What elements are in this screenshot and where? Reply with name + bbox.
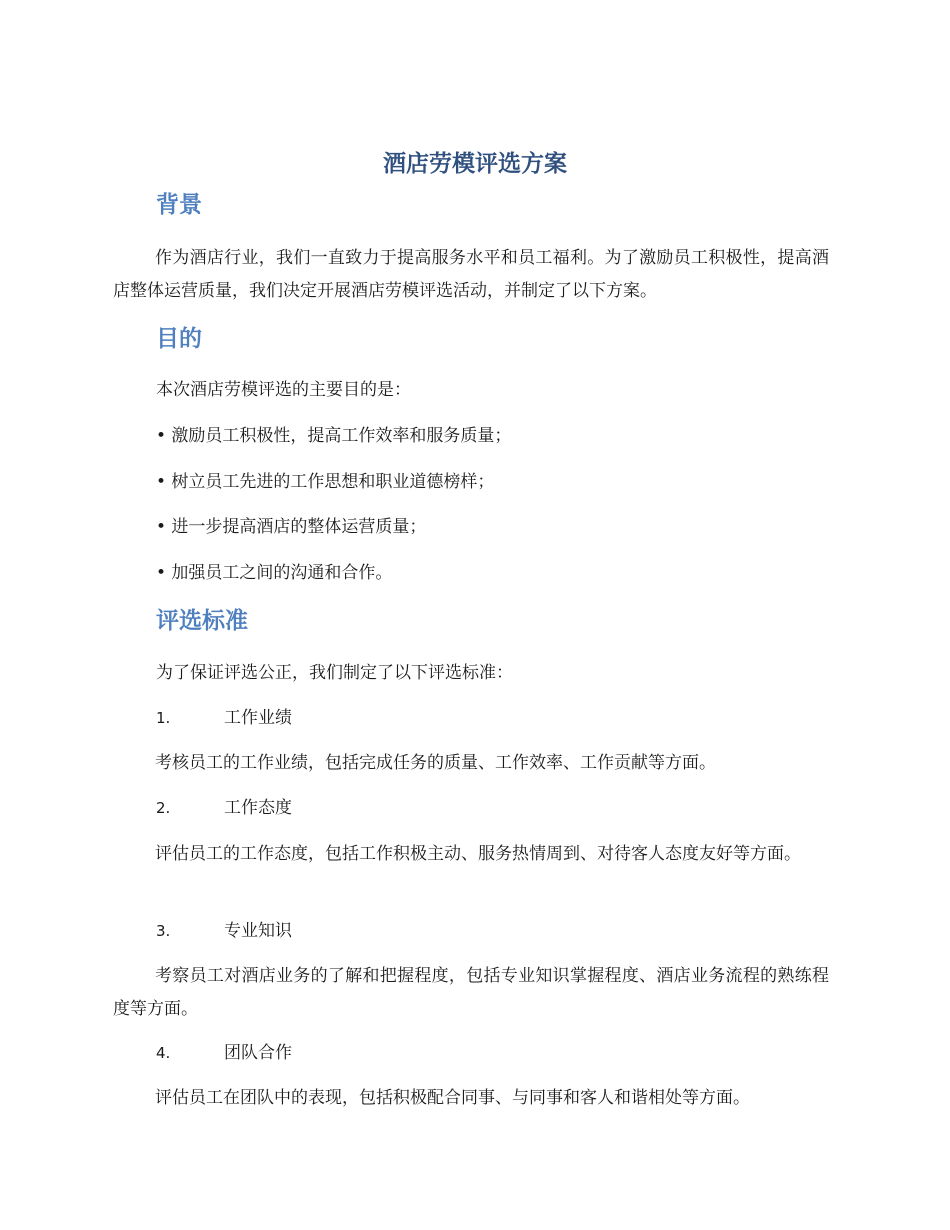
criterion-description: 评估员工的工作态度，包括工作积极主动、服务热情周到、对待客人态度友好等方面。: [155, 844, 801, 864]
criterion-number: 1.: [156, 709, 171, 727]
criteria-intro: 为了保证评选公正，我们制定了以下评选标准：: [156, 663, 513, 683]
document-title: 酒店劳模评选方案: [383, 151, 567, 177]
criterion-title: 团队合作: [224, 1043, 292, 1063]
criterion-description: 评估员工在团队中的表现，包括积极配合同事、与同事和客人和谐相处等方面。: [155, 1088, 750, 1108]
purpose-bullet: • 激励员工积极性，提高工作效率和服务质量；: [156, 426, 512, 446]
criterion-description: 考察员工对酒店业务的了解和把握程度，包括专业知识掌握程度、酒店业务流程的熟练程度等方面。: [113, 966, 829, 1019]
criterion-item: [156, 703, 292, 733]
criterion-item: [156, 1038, 292, 1068]
background-paragraph: 作为酒店行业，我们一直致力于提高服务水平和员工福利。为了激励员工积极性，提高酒店整体运营质量，我们决定开展酒店劳模评选活动，并制定了以下方案。: [113, 248, 829, 301]
criterion-title: 专业知识: [224, 921, 292, 941]
section-heading-criteria: 评选标准: [156, 608, 248, 634]
criterion-title: 工作业绩: [224, 708, 292, 728]
criterion-description: 考核员工的工作业绩，包括完成任务的质量、工作效率、工作贡献等方面。: [155, 753, 716, 773]
criterion-number: 3.: [156, 922, 171, 940]
section-heading-background: 背景: [156, 192, 202, 218]
section-heading-purpose: 目的: [156, 326, 202, 352]
purpose-bullet: • 进一步提高酒店的整体运营质量；: [156, 517, 427, 537]
criterion-title: 工作态度: [224, 798, 292, 818]
criterion-number: 2.: [156, 799, 171, 817]
purpose-bullet: • 加强员工之间的沟通和合作。: [156, 563, 393, 583]
purpose-intro: 本次酒店劳模评选的主要目的是：: [156, 380, 411, 400]
criterion-number: 4.: [156, 1044, 171, 1062]
criterion-item: [156, 793, 292, 823]
criterion-item: [156, 916, 292, 946]
purpose-bullet: • 树立员工先进的工作思想和职业道德榜样；: [156, 472, 495, 492]
